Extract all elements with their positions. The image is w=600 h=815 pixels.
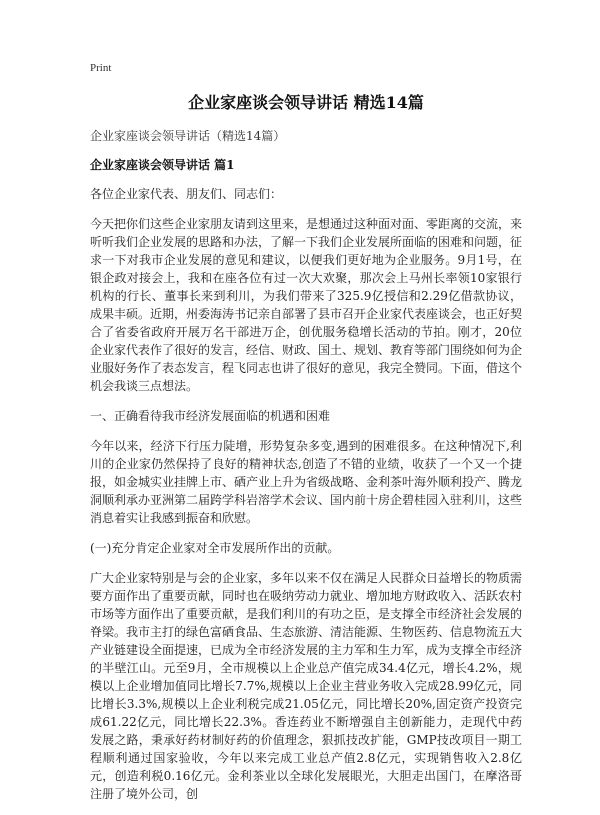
document-subtitle: 企业家座谈会领导讲话（精选14篇） [90,129,286,143]
document-page [90,62,522,815]
article-heading: 企业家座谈会领导讲话 篇1 [90,158,235,172]
page-title: 企业家座谈会领导讲话 精选14篇 [188,93,424,112]
body-paragraph-3: 广大企业家特别是与会的企业家，多年以来不仅在满足人民群众日益增长的物质需要方面作出了重要贡献，同时也在吸纳劳动力就业、增加地方财政收入、活跃农村市场等方面作出了重要贡献，是我们利川的有功之臣，是支撑全市经济社会发展的脊梁。我市主打的绿色富硒食品、生态旅游、清洁能源、生物医药、信息物流五大产业链建设全面提速，已成为全市经济发展的主力军和生力军，成为支撑全市经济的半壁江山。元至9月，全市规模以上企业总产值完成34.4亿元，增长4.2%，规模以上企业增加值同比增长7.7%,规模以上企业主营业务收入完成28.99亿元，同比增长3.3%,规模以上企业利税完成21.05亿元，同比增长20%,固定资产投资完成61.22亿元，同比增长22.3%。香连药业不断增强自主创新能力，走现代中药发展之路，秉承好药材制好药的价值理念，狠抓技改扩能，GMP技改项目一期工程顺利通过国家验收，今年以来完成工业总产值2.8亿元，实现销售收入2.8亿元，创造利税0.16亿元。金利茶业以全球化发展眼光，大胆走出国门，在摩洛哥注册了境外公司，创 [90,571,523,801]
body-paragraph-1: 今天把你们这些企业家朋友请到这里来，是想通过这种面对面、零距离的交流，来听听我们企业发展的思路和办法，了解一下我们企业发展所面临的困难和问题，征求一下对我市企业发展的意见和建议，以便我们更好地为企业服务。9月1号，在银企政对接会上，我和在座各位有过一次大欢聚，那次会上马州长率领10家银行机构的行长、董事长来到利川，为我们带来了325.9亿授信和2.29亿借款协议，成果丰硕。近期，州委海涛书记亲自部署了县市召开企业家代表座谈会，也正好契合了省委省政府开展万名干部进万企，创优服务稳增长活动的节拍。刚才，20位企业家代表作了很好的发言，经信、财政、国土、规划、教育等部门围绕如何为企业服好务作了表态发言，程飞同志也讲了很好的意见，我完全赞同。下面，借这个机会我谈三点想法。 [90,217,523,393]
section-heading-1: 一、正确看待我市经济发展面临的机遇和困难 [90,409,331,423]
print-link[interactable]: Print [90,62,112,74]
greeting-paragraph: 各位企业家代表、朋友们、同志们： [90,187,283,201]
subsection-heading-1: (一)充分肯定企业家对全市发展所作出的贡献。 [90,541,340,555]
body-paragraph-2: 今年以来，经济下行压力陡增，形势复杂多变,遇到的困难很多。在这种情况下,利川的企业家仍然保持了良好的精神状态,创造了不错的业绩，收获了一个又一个捷报，如金城实业挂牌上市、硒产业上升为省级战略、金利茶叶海外顺利投产、腾龙洞顺利承办亚洲第二届跨学科岩溶学术会议、国内前十房企碧桂园入驻利川，这些消息着实让我感到振奋和欣慰。 [90,439,523,525]
